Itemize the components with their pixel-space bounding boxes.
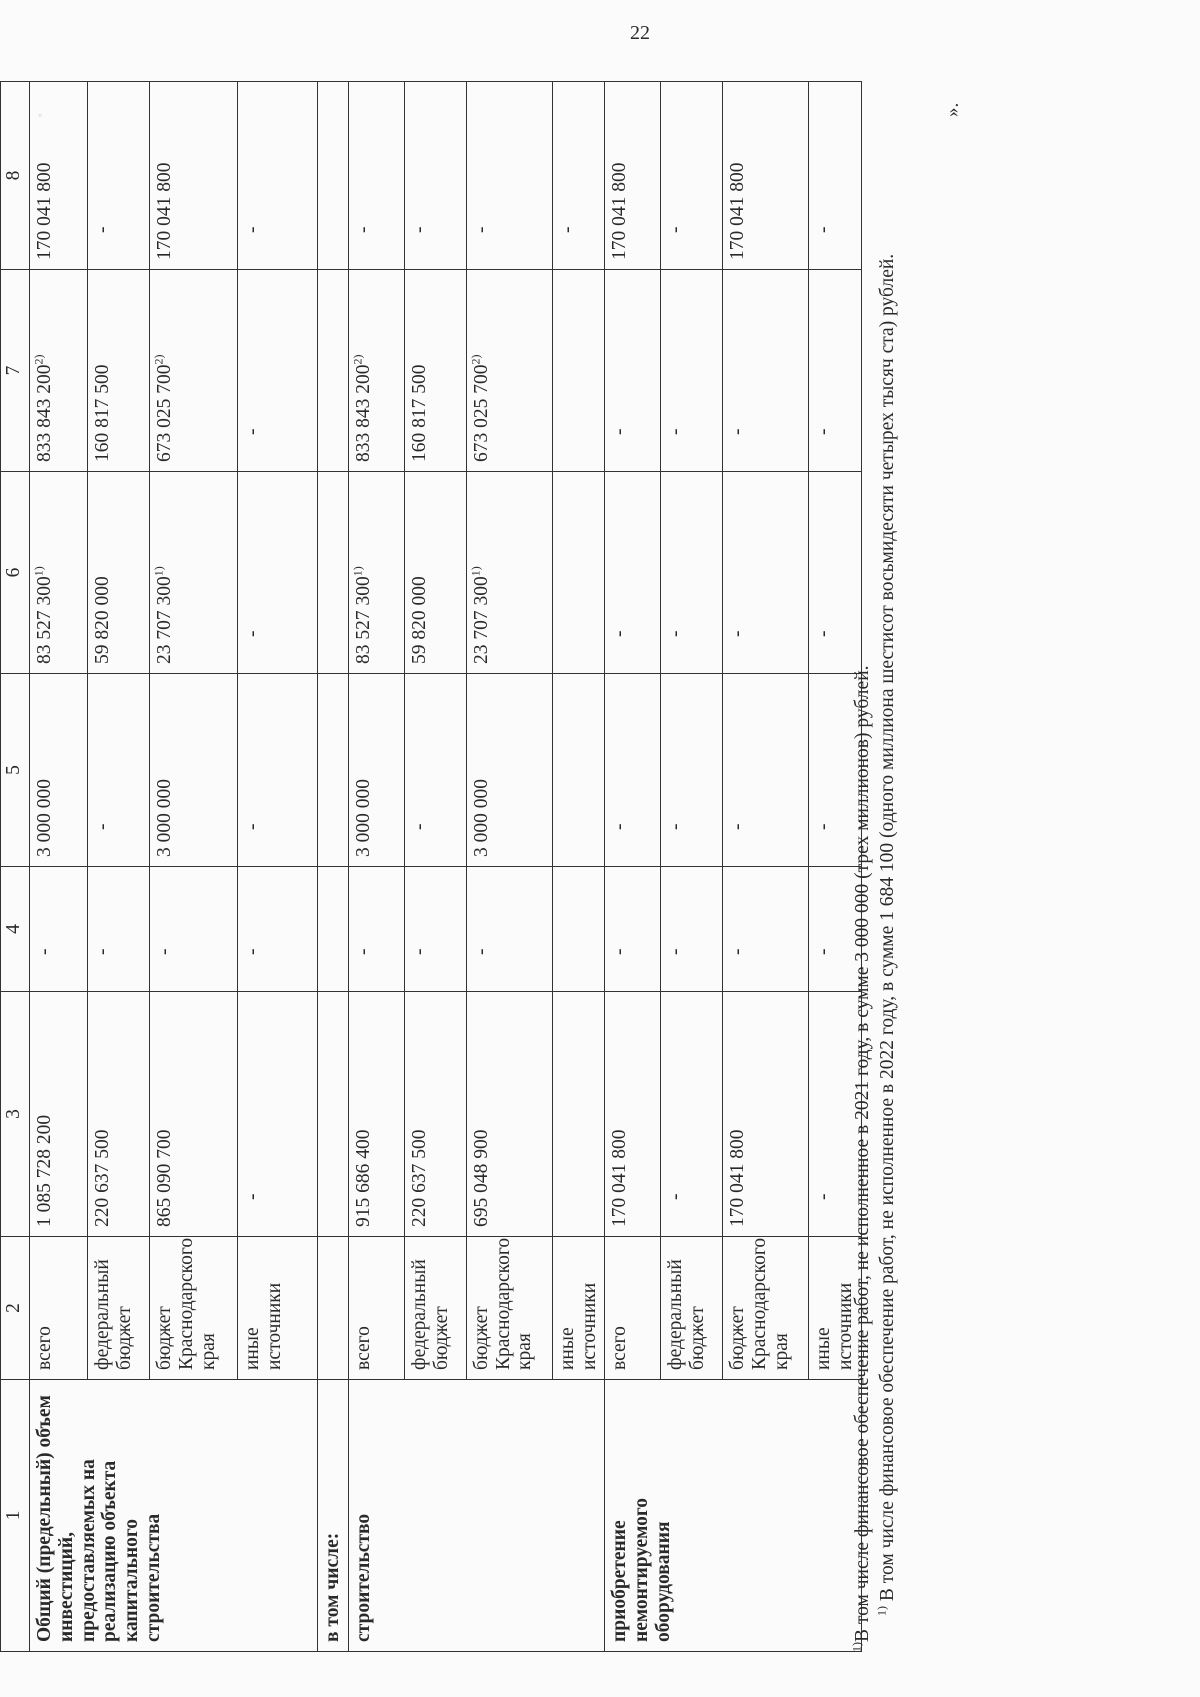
value-cell <box>30 674 88 867</box>
value-text: - <box>242 1193 263 1200</box>
value-text: - <box>242 428 263 435</box>
value-cell <box>605 270 661 472</box>
value-cell <box>238 674 318 867</box>
funding-source: иные источники <box>552 1237 605 1380</box>
value-text: 160 817 500 <box>92 364 113 462</box>
value-text: 865 090 700 <box>154 1129 175 1227</box>
table-row <box>318 82 349 1652</box>
value-text: 3 000 000 <box>352 779 374 857</box>
value-text: - <box>609 948 631 955</box>
value-cell <box>238 472 318 674</box>
value-cell <box>552 472 605 674</box>
value-cell <box>466 674 552 867</box>
value-cell <box>552 270 605 472</box>
column-header: 4 <box>1 867 30 992</box>
funding-source: бюджет Краснодарского края <box>723 1237 809 1380</box>
value-text: - <box>242 630 263 637</box>
value-cell <box>30 867 88 992</box>
value-cell <box>150 270 238 472</box>
value-text: - <box>352 226 374 233</box>
value-text: 3 000 000 <box>154 779 175 857</box>
empty-cell <box>318 472 349 674</box>
table-row <box>348 82 404 1652</box>
value-cell <box>466 992 552 1237</box>
column-header: 7 <box>1 270 30 472</box>
value-text: - <box>609 630 631 637</box>
value-text: 3 000 000 <box>34 779 55 857</box>
value-text: 695 048 900 <box>470 1129 492 1227</box>
funding-source: бюджет Краснодарского края <box>466 1237 552 1380</box>
empty-cell <box>318 867 349 992</box>
value-cell <box>150 867 238 992</box>
value-text: - <box>34 948 55 955</box>
value-cell <box>150 674 238 867</box>
value-cell <box>723 472 809 674</box>
value-cell <box>661 472 723 674</box>
value-text: - <box>609 428 631 435</box>
table-header-row <box>1 82 30 1652</box>
value-text: - <box>408 823 430 830</box>
value-text: 3 000 000 <box>470 779 492 857</box>
empty-cell <box>318 1237 349 1380</box>
value-text: - <box>665 630 687 637</box>
value-text: - <box>813 948 835 955</box>
value-text: 170 041 800 <box>154 162 175 260</box>
value-text: 83 527 300 <box>352 576 374 664</box>
value-cell <box>88 674 150 867</box>
value-text: - <box>665 948 687 955</box>
value-cell <box>348 992 404 1237</box>
footnote-ref: 1) <box>350 566 365 577</box>
investment-table <box>0 81 862 1652</box>
value-text: 833 843 200 <box>34 364 55 462</box>
value-cell <box>150 82 238 270</box>
closing-quote: ». <box>942 102 963 117</box>
footnote-ref: 2) <box>350 354 365 365</box>
value-cell <box>605 867 661 992</box>
funding-source: иные источники <box>809 1237 862 1380</box>
value-text: 170 041 800 <box>609 162 631 260</box>
value-cell <box>466 867 552 992</box>
value-text: 170 041 800 <box>727 1129 749 1227</box>
value-cell <box>661 674 723 867</box>
column-header: 5 <box>1 674 30 867</box>
value-text: - <box>242 823 263 830</box>
funding-source: всего <box>605 1237 661 1380</box>
value-cell <box>30 992 88 1237</box>
value-cell <box>88 82 150 270</box>
value-text: - <box>727 948 749 955</box>
value-cell <box>466 472 552 674</box>
funding-source: федеральный бюджет <box>661 1237 723 1380</box>
value-cell <box>238 270 318 472</box>
value-cell <box>723 867 809 992</box>
value-cell <box>150 472 238 674</box>
section-title: Общий (предельный) объем инвестиций, предоставляемых на реализацию объекта капитального строительства <box>30 1380 318 1652</box>
value-text: - <box>92 226 113 233</box>
value-text: 59 820 000 <box>408 576 430 664</box>
value-cell <box>723 82 809 270</box>
value-text: - <box>408 226 430 233</box>
value-text: 1 085 728 200 <box>34 1114 55 1227</box>
table-row <box>30 82 88 1652</box>
value-cell <box>348 674 404 867</box>
funding-source: всего <box>30 1237 88 1380</box>
value-cell <box>404 82 466 270</box>
value-cell <box>605 992 661 1237</box>
value-cell <box>404 472 466 674</box>
column-header: 3 <box>1 992 30 1237</box>
value-text: - <box>665 823 687 830</box>
value-text: - <box>727 630 749 637</box>
value-cell <box>723 674 809 867</box>
value-cell <box>661 270 723 472</box>
footnote-ref: 1) <box>151 566 166 577</box>
value-text: 59 820 000 <box>92 576 113 664</box>
value-cell <box>661 867 723 992</box>
value-text: - <box>609 823 631 830</box>
value-cell <box>552 992 605 1237</box>
funding-source: федеральный бюджет <box>88 1237 150 1380</box>
value-cell <box>404 867 466 992</box>
value-text: - <box>813 630 835 637</box>
value-cell <box>552 82 605 270</box>
funding-source: федеральный бюджет <box>404 1237 466 1380</box>
value-text: 23 707 300 <box>470 576 492 664</box>
value-text: 170 041 800 <box>609 1129 631 1227</box>
value-text: - <box>242 948 263 955</box>
value-cell <box>552 674 605 867</box>
funding-source: всего <box>348 1237 404 1380</box>
value-text: 915 686 400 <box>352 1129 374 1227</box>
funding-source: иные источники <box>238 1237 318 1380</box>
empty-cell <box>318 82 349 270</box>
value-cell <box>88 270 150 472</box>
page-number: 22 <box>630 22 650 44</box>
empty-cell <box>318 674 349 867</box>
value-text: - <box>470 948 492 955</box>
footnote-text: В том числе финансовое обеспечение работ, не исполненное в 2021 году, в сумме 3 000 000 (трех миллионов) рублей. <box>852 665 873 1642</box>
value-text: - <box>665 226 687 233</box>
value-cell <box>661 992 723 1237</box>
rotated-page-content <box>0 82 1050 1652</box>
value-text: 220 637 500 <box>92 1129 113 1227</box>
value-cell <box>723 992 809 1237</box>
empty-cell <box>318 270 349 472</box>
value-text: 83 527 300 <box>34 576 55 664</box>
value-cell <box>348 82 404 270</box>
value-text: 160 817 500 <box>408 364 430 462</box>
section-title: строительство <box>348 1380 605 1652</box>
value-cell <box>238 82 318 270</box>
value-text: - <box>408 948 430 955</box>
value-cell <box>404 992 466 1237</box>
footnote <box>850 82 875 1652</box>
section-title: в том числе: <box>318 1380 349 1652</box>
value-text: 833 843 200 <box>352 364 374 462</box>
value-cell <box>30 270 88 472</box>
footnote <box>875 82 900 1652</box>
footnote-ref: 2) <box>468 354 483 365</box>
value-cell <box>605 674 661 867</box>
footnote-mark: 1) <box>874 1606 889 1616</box>
footnotes <box>850 82 901 1652</box>
funding-source: бюджет Краснодарского края <box>150 1237 238 1380</box>
table-body <box>30 82 862 1652</box>
value-text: - <box>665 428 687 435</box>
value-cell <box>30 472 88 674</box>
table-row <box>605 82 661 1652</box>
value-cell <box>404 270 466 472</box>
section-title: приобретение немонтируемого оборудования <box>605 1380 862 1652</box>
value-cell <box>88 867 150 992</box>
value-cell <box>238 992 318 1237</box>
value-cell <box>30 82 88 270</box>
footnote-ref: 1) <box>31 566 46 577</box>
value-text: - <box>813 428 835 435</box>
column-header: 1 <box>1 1380 30 1652</box>
column-header: 6 <box>1 472 30 674</box>
value-cell <box>661 82 723 270</box>
value-cell <box>88 472 150 674</box>
footnote-ref: 2) <box>151 354 166 365</box>
value-text: - <box>813 1193 835 1200</box>
value-cell <box>238 867 318 992</box>
value-cell <box>466 82 552 270</box>
value-cell <box>723 270 809 472</box>
value-cell <box>466 270 552 472</box>
value-text: - <box>727 823 749 830</box>
footnote-text: В том числе финансовое обеспечение работ, не исполненное в 2022 году, в сумме 1 684 100 (одного миллиона шестисот восьмидесяти четырех тысяч ста) рублей. <box>877 253 899 1602</box>
value-text: - <box>92 948 113 955</box>
value-text: 170 041 800 <box>727 162 749 260</box>
value-text: 673 025 700 <box>154 364 175 462</box>
value-cell <box>605 472 661 674</box>
scan-mark: ◦ <box>38 108 43 122</box>
value-text: 673 025 700 <box>470 364 492 462</box>
value-cell <box>348 867 404 992</box>
value-cell <box>88 992 150 1237</box>
footnote-ref: 1) <box>468 566 483 577</box>
empty-cell <box>318 992 349 1237</box>
value-text: - <box>470 226 492 233</box>
value-text: - <box>92 823 113 830</box>
value-cell <box>150 992 238 1237</box>
value-cell <box>348 472 404 674</box>
value-text: - <box>813 823 835 830</box>
value-cell <box>552 867 605 992</box>
value-text: - <box>352 948 374 955</box>
footnote-ref: 2) <box>31 354 46 365</box>
value-text: 23 707 300 <box>154 576 175 664</box>
value-text: 220 637 500 <box>408 1129 430 1227</box>
value-text: - <box>242 226 263 233</box>
value-cell <box>348 270 404 472</box>
value-text: - <box>556 226 578 233</box>
column-header: 2 <box>1 1237 30 1380</box>
value-cell <box>404 674 466 867</box>
value-text: - <box>727 428 749 435</box>
column-header: 8 <box>1 82 30 270</box>
value-text: - <box>813 226 835 233</box>
value-text: - <box>154 948 175 955</box>
value-text: 170 041 800 <box>34 162 55 260</box>
footnote-mark: 1) <box>849 1642 864 1652</box>
value-cell <box>605 82 661 270</box>
value-text: - <box>665 1193 687 1200</box>
